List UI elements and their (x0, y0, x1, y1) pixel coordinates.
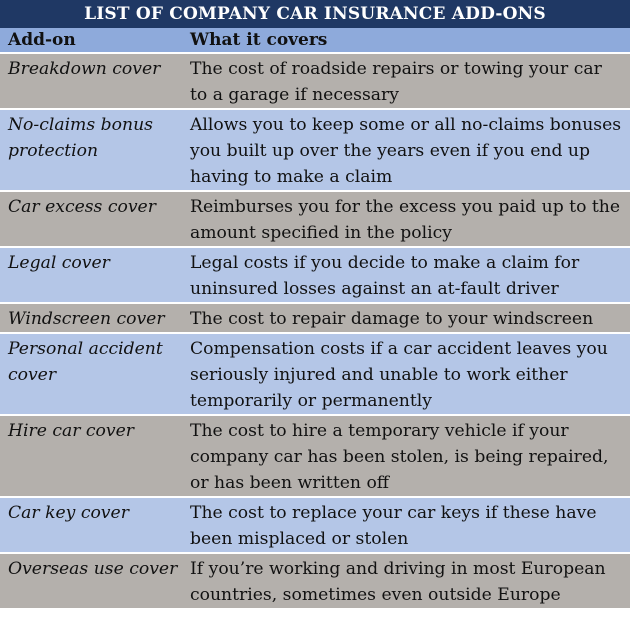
column-header-addon: Add-on (8, 30, 76, 50)
addon-name-cell: Personal accident cover (8, 339, 163, 385)
addon-name-cell: Car excess cover (8, 197, 156, 217)
table-row (0, 52, 630, 108)
table-row (0, 246, 630, 302)
coverage-description-cell: The cost to hire a temporary vehicle if your company car has been stolen, is being repaired, or has been written off (190, 421, 609, 493)
addon-name-cell: Legal cover (8, 253, 110, 273)
table-row (0, 108, 630, 190)
coverage-description-cell: Legal costs if you decide to make a claim for uninsured losses against an at-fault driver (190, 253, 580, 299)
addon-name-cell: Windscreen cover (8, 309, 165, 329)
table-row (0, 190, 630, 246)
table-header-row (0, 28, 630, 52)
coverage-description-cell: Allows you to keep some or all no-claims bonuses you built up over the years even if you end up having to make a claim (190, 115, 622, 187)
table-row (0, 414, 630, 496)
addon-name-cell: Hire car cover (8, 421, 134, 441)
table-body (0, 52, 630, 608)
addon-name-cell: No-claims bonus protection (8, 115, 153, 161)
addon-name-cell: Car key cover (8, 503, 129, 523)
coverage-description-cell: Compensation costs if a car accident leaves you seriously injured and unable to work either temporarily or permanently (190, 339, 608, 411)
coverage-description-cell: The cost to repair damage to your windscreen (190, 309, 594, 329)
coverage-description-cell: Reimburses you for the excess you paid up to the amount specified in the policy (190, 197, 621, 243)
column-header-covers: What it covers (190, 30, 328, 50)
table-title: LIST OF COMPANY CAR INSURANCE ADD-ONS (0, 0, 630, 28)
coverage-description-cell: If you’re working and driving in most European countries, sometimes even outside Europe (190, 559, 606, 605)
coverage-description-cell: The cost of roadside repairs or towing your car to a garage if necessary (190, 59, 602, 105)
table-row (0, 302, 630, 332)
addon-name-cell: Breakdown cover (8, 59, 161, 79)
table-row (0, 332, 630, 414)
table-row (0, 496, 630, 552)
table-row (0, 552, 630, 608)
coverage-description-cell: The cost to replace your car keys if these have been misplaced or stolen (190, 503, 597, 549)
addon-name-cell: Overseas use cover (8, 559, 178, 579)
